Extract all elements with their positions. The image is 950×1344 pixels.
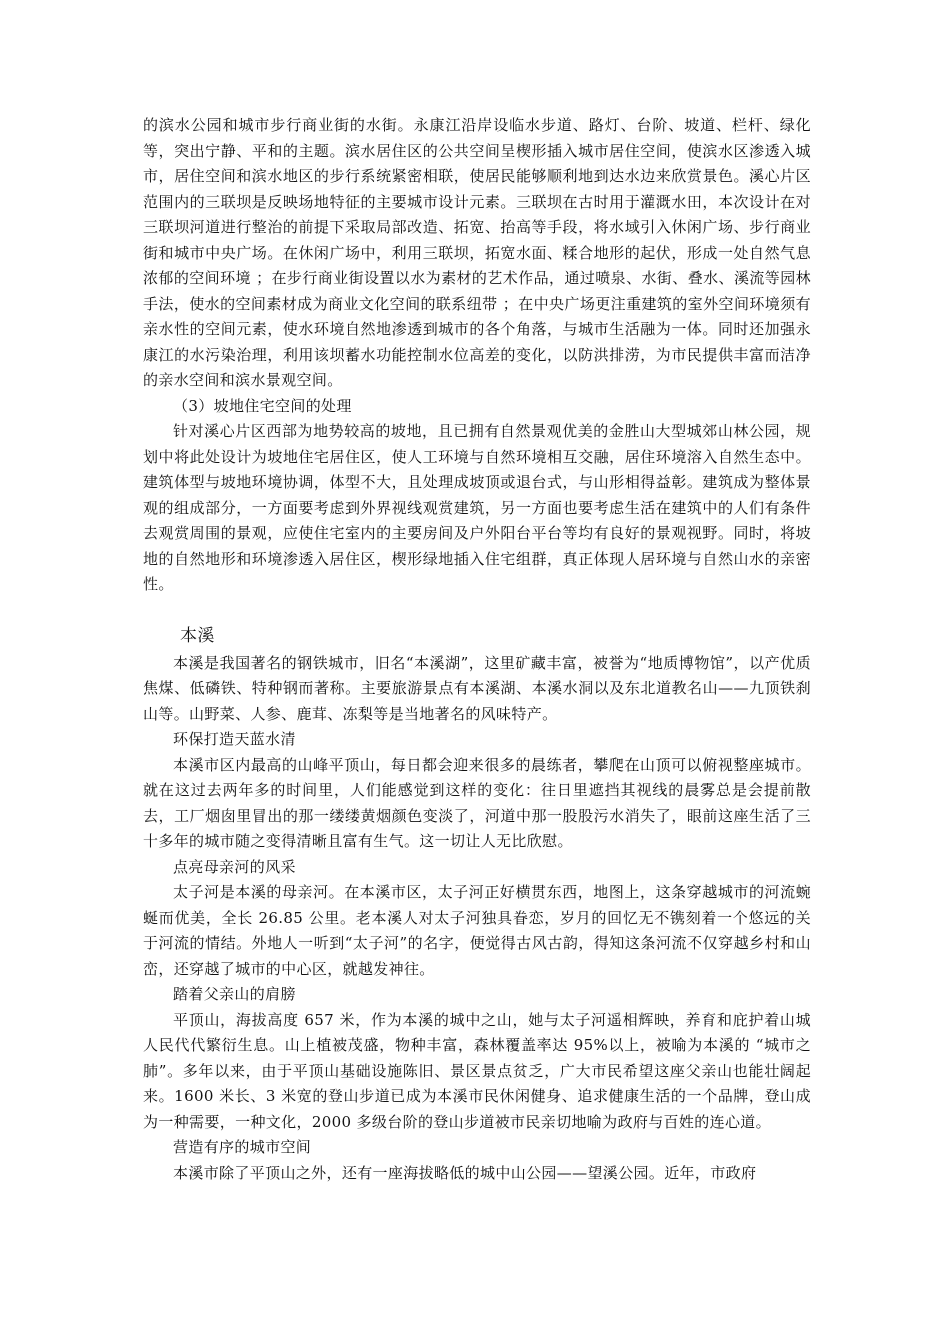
section-spacer	[143, 598, 811, 622]
benxi-heading: 本溪	[180, 625, 215, 646]
subsection-4-paragraph: 本溪市除了平顶山之外，还有一座海拔略低的城中山公园——望溪公园。近年，市政府	[173, 1163, 757, 1182]
subsection-1-paragraph: 本溪市区内最高的山峰平顶山，每日都会迎来很多的晨练者，攀爬在山顶可以俯视整座城市。就在这过去两年多的时间里，人们能感觉到这样的变化：往日里遮挡其视线的晨雾总是会提前散去，工厂烟囱里冒出的那一缕缕黄烟颜色变淡了，河道中那一股股污水消失了，眼前这座生活了三十多年的城市随之变得清晰且富有生气。这一切让人无比欣慰。	[143, 755, 811, 850]
subsection-2-paragraph: 太子河是本溪的母亲河。在本溪市区，太子河正好横贯东西，地图上，这条穿越城市的河流蜿蜒而优美，全长 26.85 公里。老本溪人对太子河独具眷恋，岁月的回忆无不镌刻着一个悠远的关于河流的情结。外地人一听到“太子河”的名字，便觉得古风古韵，得知这条河流不仅穿越乡村和山峦，还穿越了城市的中心区，就越发神往。	[143, 883, 811, 978]
subsection-1-title: 环保打造天蓝水清	[173, 730, 296, 748]
section-3-paragraph: 针对溪心片区西部为地势较高的坡地，且已拥有自然景观优美的金胜山大型城郊山林公园，规划中将此处设计为坡地住宅居住区，使人工环境与自然环境相互交融，居住环境溶入自然生态中。建筑体型与坡地环境协调，体型不大，且处理成坡顶或退台式，与山形相得益彰。建筑成为整体景观的组成部分，一方面要考虑到外界视线观赏建筑，另一方面也要考虑生活在建筑中的人们有条件去观赏周围的景观，应使住宅室内的主要房间及户外阳台平台等均有良好的景观视野。同时，将坡地的自然地形和环境渗透入居住区，楔形绿地插入住宅组群，真正体现人居环境与自然山水的亲密性。	[143, 422, 811, 593]
subsection-2-title: 点亮母亲河的风采	[173, 857, 296, 876]
subsection-4-title: 营造有序的城市空间	[173, 1138, 312, 1156]
continuation-paragraph: 的滨水公园和城市步行商业街的水街。永康江沿岸设临水步道、路灯、台阶、坡道、栏杆、绿化等，突出宁静、平和的主题。滨水居住区的公共空间呈楔形插入城市居住空间，使滨水区渗透入城市，居住空间和滨水地区的步行系统紧密相联，使居民能够顺利地到达水边来欣赏景色。溪心片区范围内的三联坝是反映场地特征的主要城市设计元素。三联坝在古时用于灌溉水田，本次设计在对三联坝河道进行整治的前提下采取局部改造、拓宽、抬高等手段，将水域引入休闲广场、步行商业街和城市中央广场。在休闲广场中，利用三联坝，拓宽水面、糅合地形的起伏，形成一处自然气息浓郁的空间环境 ；在步行商业街设置以水为素材的艺术作品，通过喷泉、水街、叠水、溪流等园林手法，使水的空间素材成为商业文化空间的联系纽带 ；在中央广场更注重建筑的室外空间环境须有亲水性的空间元素，使水环境自然地渗透到城市的各个角落，与城市生活融为一体。同时还加强永康江的水污染治理，利用该坝蓄水功能控制水位高差的变化，以防洪排涝，为市民提供丰富而洁净的亲水空间和滨水景观空间。	[143, 116, 811, 389]
subsection-3-title: 踏着父亲山的肩膀	[173, 985, 296, 1003]
section-3-title: （3）坡地住宅空间的处理	[173, 396, 352, 415]
subsection-3-paragraph: 平顶山，海拔高度 657 米，作为本溪的城中之山，她与太子河遥相辉映，养育和庇护着山城人民代代繁衍生息。山上植被茂盛，物种丰富，森林覆盖率达 95%以上，被喻为本溪的 “城市之肺”。多年以来，由于平顶山基础设施陈旧、景区景点贫乏，广大市民希望这座父亲山也能壮阔起来。1600 米长、3 米宽的登山步道已成为本溪市民休闲健身、追求健康生活的一个品牌，登山成为一种需要，一种文化，2000 多级台阶的登山步道被市民亲切地喻为政府与百姓的连心道。	[143, 1010, 811, 1131]
benxi-intro-paragraph: 本溪是我国著名的钢铁城市，旧名“本溪湖”，这里矿藏丰富，被誉为“地质博物馆”，以产优质焦煤、低磷铁、特种钢而著称。主要旅游景点有本溪湖、本溪水洞以及东北道教名山——九顶铁刹山等。山野菜、人参、鹿茸、冻梨等是当地著名的风味特产。	[143, 653, 811, 723]
document-page	[143, 113, 811, 1186]
